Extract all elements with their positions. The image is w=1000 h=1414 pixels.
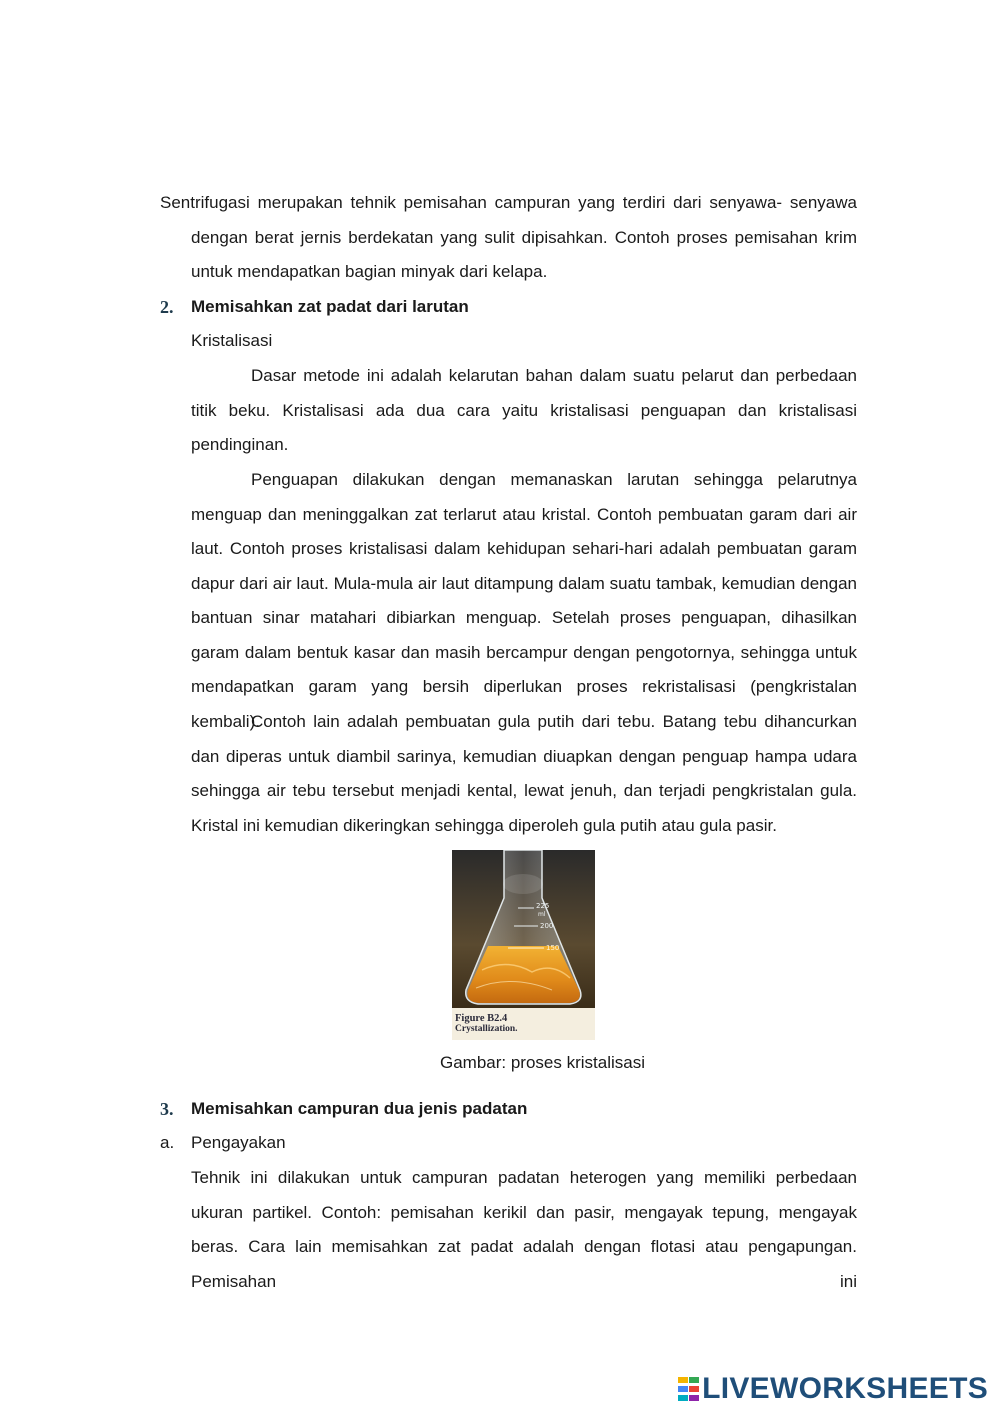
paragraph-sentrifugasi: Sentrifugasi merupakan tehnik pemisahan campuran yang terdiri dari senyawa- senyawa dengan berat jernis berdekatan yang sulit dipisahkan. Contoh proses pemisahan krim untuk mendapatkan bagian minyak dari kelapa. (160, 193, 857, 281)
figure-label: Crystallization. (455, 1024, 518, 1034)
volume-label: 200 (540, 922, 554, 930)
section-heading-2 (160, 290, 469, 324)
paragraph-dasar-metode: Dasar metode ini adalah kelarutan bahan dalam suatu pelarut dan perbedaan titik beku. Kristalisasi ada dua cara yaitu kristalisasi penguapan dan kristalisasi pendinginan. (191, 366, 857, 454)
section-title: Memisahkan zat padat dari larutan (191, 297, 469, 316)
section-heading-3 (160, 1092, 527, 1126)
list-item-a (160, 1126, 286, 1160)
paragraph-gula-tebu: Contoh lain adalah pembuatan gula putih dari tebu. Batang tebu dihancurkan dan diperas untuk diambil sarinya, kemudian diuapkan dengan penguap hampa udara sehingga air tebu tersebut menjadi kental, lewat jenuh, dan terjadi pengkristalan gula. Kristal ini kemudian dikeringkan sehingga diperoleh gula putih atau gula pasir. (191, 712, 857, 835)
liveworksheets-logo (678, 1372, 988, 1406)
volume-unit: ml (538, 911, 546, 918)
paragraph-penguapan: Penguapan dilakukan dengan memanaskan larutan sehingga pelarutnya menguap dan meninggalkan zat terlarut atau kristal. Contoh pembuatan garam dari air laut. Contoh proses kristalisasi dalam kehidupan sehari-hari adalah pembuatan garam dapur dari air laut. Mula-mula air laut ditampung dalam suatu tambak, kemudian dengan bantuan sinar matahari dibiarkan menguap. Setelah proses penguapan, dihasilkan garam dalam bentuk kasar dan masih bercampur dengan pengotornya, sehingga untuk mendapatkan garam yang bersih diperlukan proses rekristalisasi (pengkristalan kembali). (191, 470, 857, 731)
list-label: Pengayakan (191, 1133, 286, 1152)
figure-number: Figure B2.4 (455, 1013, 508, 1024)
list-letter: a. (160, 1133, 175, 1152)
logo-text: LIVEWORKSHEETS (702, 1372, 988, 1405)
volume-label: 150 (546, 944, 560, 952)
flask-illustration (452, 850, 595, 1040)
section-number: 3. (160, 1099, 174, 1119)
logo-mark-icon (678, 1375, 700, 1403)
subheading-kristalisasi: Kristalisasi (191, 331, 273, 350)
figure-caption: Gambar: proses kristalisasi (439, 1053, 645, 1072)
glass-droplets (503, 874, 543, 894)
crystallization-flask-photo (452, 850, 595, 1040)
section-number: 2. (160, 297, 174, 317)
volume-label: 225 (536, 902, 550, 910)
figure-inner-caption (455, 1013, 518, 1035)
section-title: Memisahkan campuran dua jenis padatan (191, 1099, 528, 1118)
paragraph-pengayakan: Tehnik ini dilakukan untuk campuran padatan heterogen yang memiliki perbedaan ukuran partikel. Contoh: pemisahan kerikil dan pasir, mengayak tepung, mengayak beras. Cara lain memisahkan zat padat adalah dengan flotasi atau pengapungan. Pemisahan ini (191, 1168, 857, 1291)
